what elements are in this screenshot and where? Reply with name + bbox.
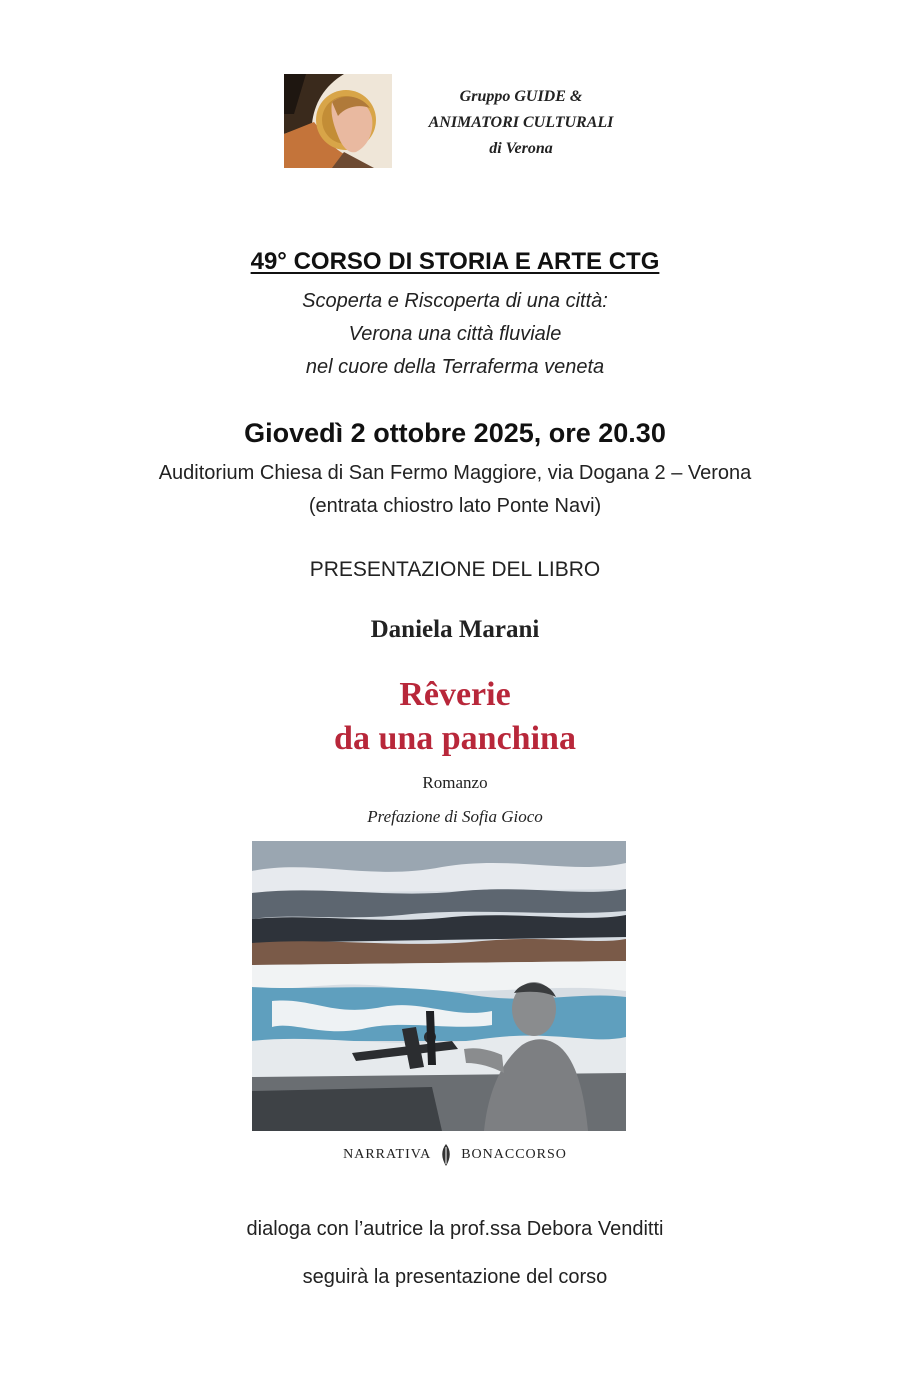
- book-cover-image: [252, 841, 626, 1131]
- publisher-line: [0, 1144, 910, 1166]
- event-venue: Auditorium Chiesa di San Fermo Maggiore, via Dogana 2 – Verona: [158, 462, 752, 484]
- book-genre: Romanzo: [422, 773, 488, 792]
- book-author: Daniela Marani: [370, 616, 540, 643]
- dialogue-note: dialoga con l’autrice la prof.ssa Debora Venditti: [246, 1218, 664, 1240]
- org-name-line-3: di Verona: [489, 140, 553, 157]
- series-name: NARRATIVA: [343, 1146, 432, 1162]
- book-title-line-1: Rêverie: [399, 676, 511, 713]
- book-title-line-2: da una panchina: [334, 720, 576, 757]
- course-subtitle-line-1: Scoperta e Riscoperta di una città:: [302, 290, 608, 312]
- course-subtitle-line-2: Verona una città fluviale: [348, 323, 562, 345]
- presentation-label: PRESENTAZIONE DEL LIBRO: [309, 558, 601, 581]
- event-date-time: Giovedì 2 ottobre 2025, ore 20.30: [244, 418, 666, 448]
- course-subtitle-line-3: nel cuore della Terraferma veneta: [305, 356, 605, 378]
- followup-note: seguirà la presentazione del corso: [302, 1266, 608, 1288]
- book-preface: Prefazione di Sofia Gioco: [367, 807, 543, 826]
- org-name-line-2: ANIMATORI CULTURALI: [428, 114, 614, 131]
- course-title-text: 49° CORSO DI STORIA E ARTE CTG: [250, 248, 660, 275]
- org-name-line-1: Gruppo GUIDE &: [459, 88, 583, 105]
- guide-logo-fresco: [284, 74, 392, 168]
- publisher-name: BONACCORSO: [461, 1146, 567, 1162]
- course-title: [0, 248, 910, 276]
- event-entrance: (entrata chiostro lato Ponte Navi): [308, 495, 602, 517]
- publisher-leaf-icon: [439, 1144, 453, 1166]
